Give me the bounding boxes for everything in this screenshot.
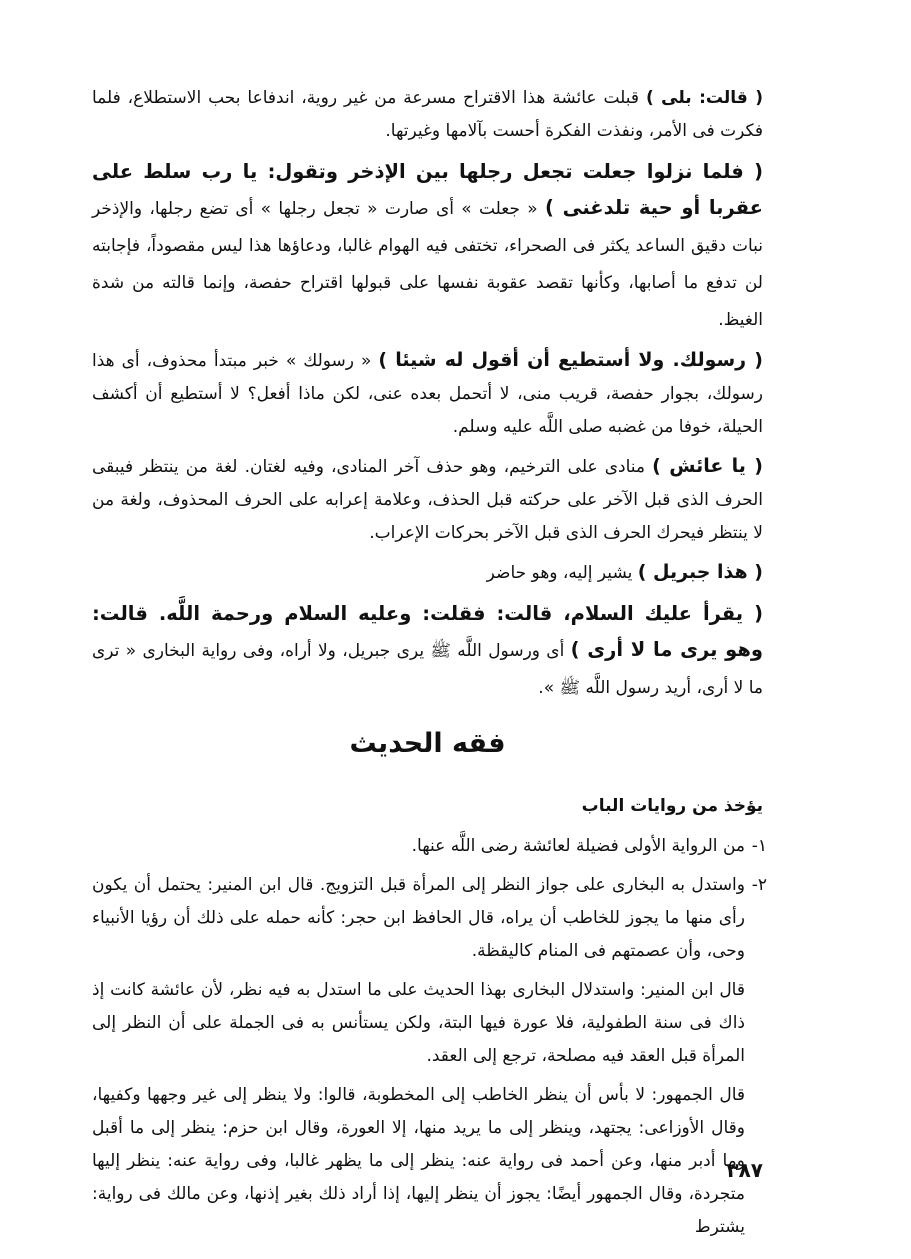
hadith-quote: ( قالت: بلى ) xyxy=(645,88,763,108)
hadith-quote: ( هذا جبريل ) xyxy=(637,561,763,583)
commentary-text: « رسولك » خبر مبتدأ محذوف، أى هذا رسولك، بجوار حفصة، قريب منى، لا أتحمل بعده عنى، لكن ماذا أفعل؟ لا أستطيع أن أكشف الحيلة، خوفا من غضبه صلى اللَّه عليه وسلم. xyxy=(92,351,763,437)
commentary-paragraph xyxy=(92,556,763,590)
item-number: ١- xyxy=(751,836,767,856)
commentary-text: يشير إليه، وهو حاضر xyxy=(486,563,638,583)
item-text: من الرواية الأولى فضيلة لعائشة رضى اللَّه عنها. xyxy=(411,836,745,856)
list-item xyxy=(92,830,767,863)
item-number: ٢- xyxy=(751,875,767,895)
commentary-paragraph xyxy=(92,450,763,550)
hadith-quote: ( يا عائش ) xyxy=(652,455,763,477)
hadith-quote: ( فلما نزلوا جعلت تجعل رجلها بين الإذخر وتقول: يا رب سلط على عقربا أو حية تلدغنى ) xyxy=(92,160,763,219)
continuation-paragraph: قال ابن المنير: واستدلال البخارى بهذا الحديث على ما استدل به فيه نظر، لأن عائشة كانت إذ ذاك فى سنة الطفولية، فلا عورة فيها البتة، ولكن يستأنس به فى الجملة على أن النظر إلى المرأة قبل العقد فيه مصلحة، ترجع إلى العقد. xyxy=(92,980,745,1066)
text-column xyxy=(92,82,767,1244)
item-text: واستدل به البخارى على جواز النظر إلى المرأة قبل التزويج. قال ابن المنير: يحتمل أن يكون رأى منها ما يجوز للخاطب أن يراه، قال الحافظ ابن حجر: كأنه حمله على ذلك أن رؤيا الأنبياء وحى، وأن عصمتهم فى المنام كاليقظة. xyxy=(92,875,745,961)
commentary-text: منادى على الترخيم، وهو حذف آخر المنادى، وفيه لغتان. لغة من ينتظر فيبقى الحرف الذى قبل الآخر على حركته قبل الحذف، وعلامة إعرابه على الحرف المحذوف، ولغة من لا ينتظر فيحرك الحرف الذى قبل الآخر بحركات الإعراب. xyxy=(92,457,763,543)
commentary-paragraph xyxy=(92,596,763,706)
commentary-paragraph xyxy=(92,82,763,148)
commentary-paragraph xyxy=(92,344,763,444)
list-item xyxy=(92,869,767,968)
commentary-text: « جعلت » أى صارت « تجعل رجلها » أى تضع رجلها، والإذخر نبات دقيق الساعد يكثر فى الصحراء، تختفى فيه الهوام غالبا، ودعاؤها هذا ليس مقصوداً، فإجابته لن تدفع ما أصابها، وكأنها تقصد عقوبة نفسها على قبولها اقتراح حفصة، وإنما قالته من شدة الغيظ. xyxy=(92,199,763,330)
commentary-text: قبلت عائشة هذا الاقتراح مسرعة من غير روية، اندفاعا بحب الاستطلاع، فلما فكرت فى الأمر، ونفذت الفكرة أحست بآلامها وغيرتها. xyxy=(92,88,763,141)
section-heading: فقه الحديث xyxy=(349,728,506,759)
commentary-paragraph xyxy=(92,154,763,338)
hadith-quote: ( يقرأ عليك السلام، قالت: فقلت: وعليه السلام ورحمة اللَّه. قالت: وهو يرى ما لا أرى ) xyxy=(92,602,763,661)
section-subheading: يؤخذ من روايات الباب xyxy=(581,796,763,816)
page-number: ٣٨٧ xyxy=(726,1158,763,1182)
commentary-text: أى ورسول اللَّه ﷺ يرى جبريل، ولا أراه، وفى رواية البخارى « ترى ما لا أرى، أريد رسول اللَّه ﷺ ». xyxy=(92,641,763,698)
continuation-paragraph: قال الجمهور: لا بأس أن ينظر الخاطب إلى المخطوبة، قالوا: ولا ينظر إلى غير وجهها وكفيها، وقال الأوزاعى: يجتهد، وينظر إلى ما يريد منها، إلا العورة، وقال ابن حزم: ينظر إلى ما أقبل وما أدبر منها، وعن أحمد فى رواية عنه: ينظر إلى ما يظهر غالبا، وفى رواية عنه: ينظر إليها متجردة، وقال الجمهور أيضًا: يجوز أن ينظر إليها، إذا أراد ذلك بغير إذنها، وعن مالك فى رواية: يشترط xyxy=(92,1085,745,1237)
hadith-quote: ( رسولك. ولا أستطيع أن أقول له شيئا ) xyxy=(378,349,763,371)
